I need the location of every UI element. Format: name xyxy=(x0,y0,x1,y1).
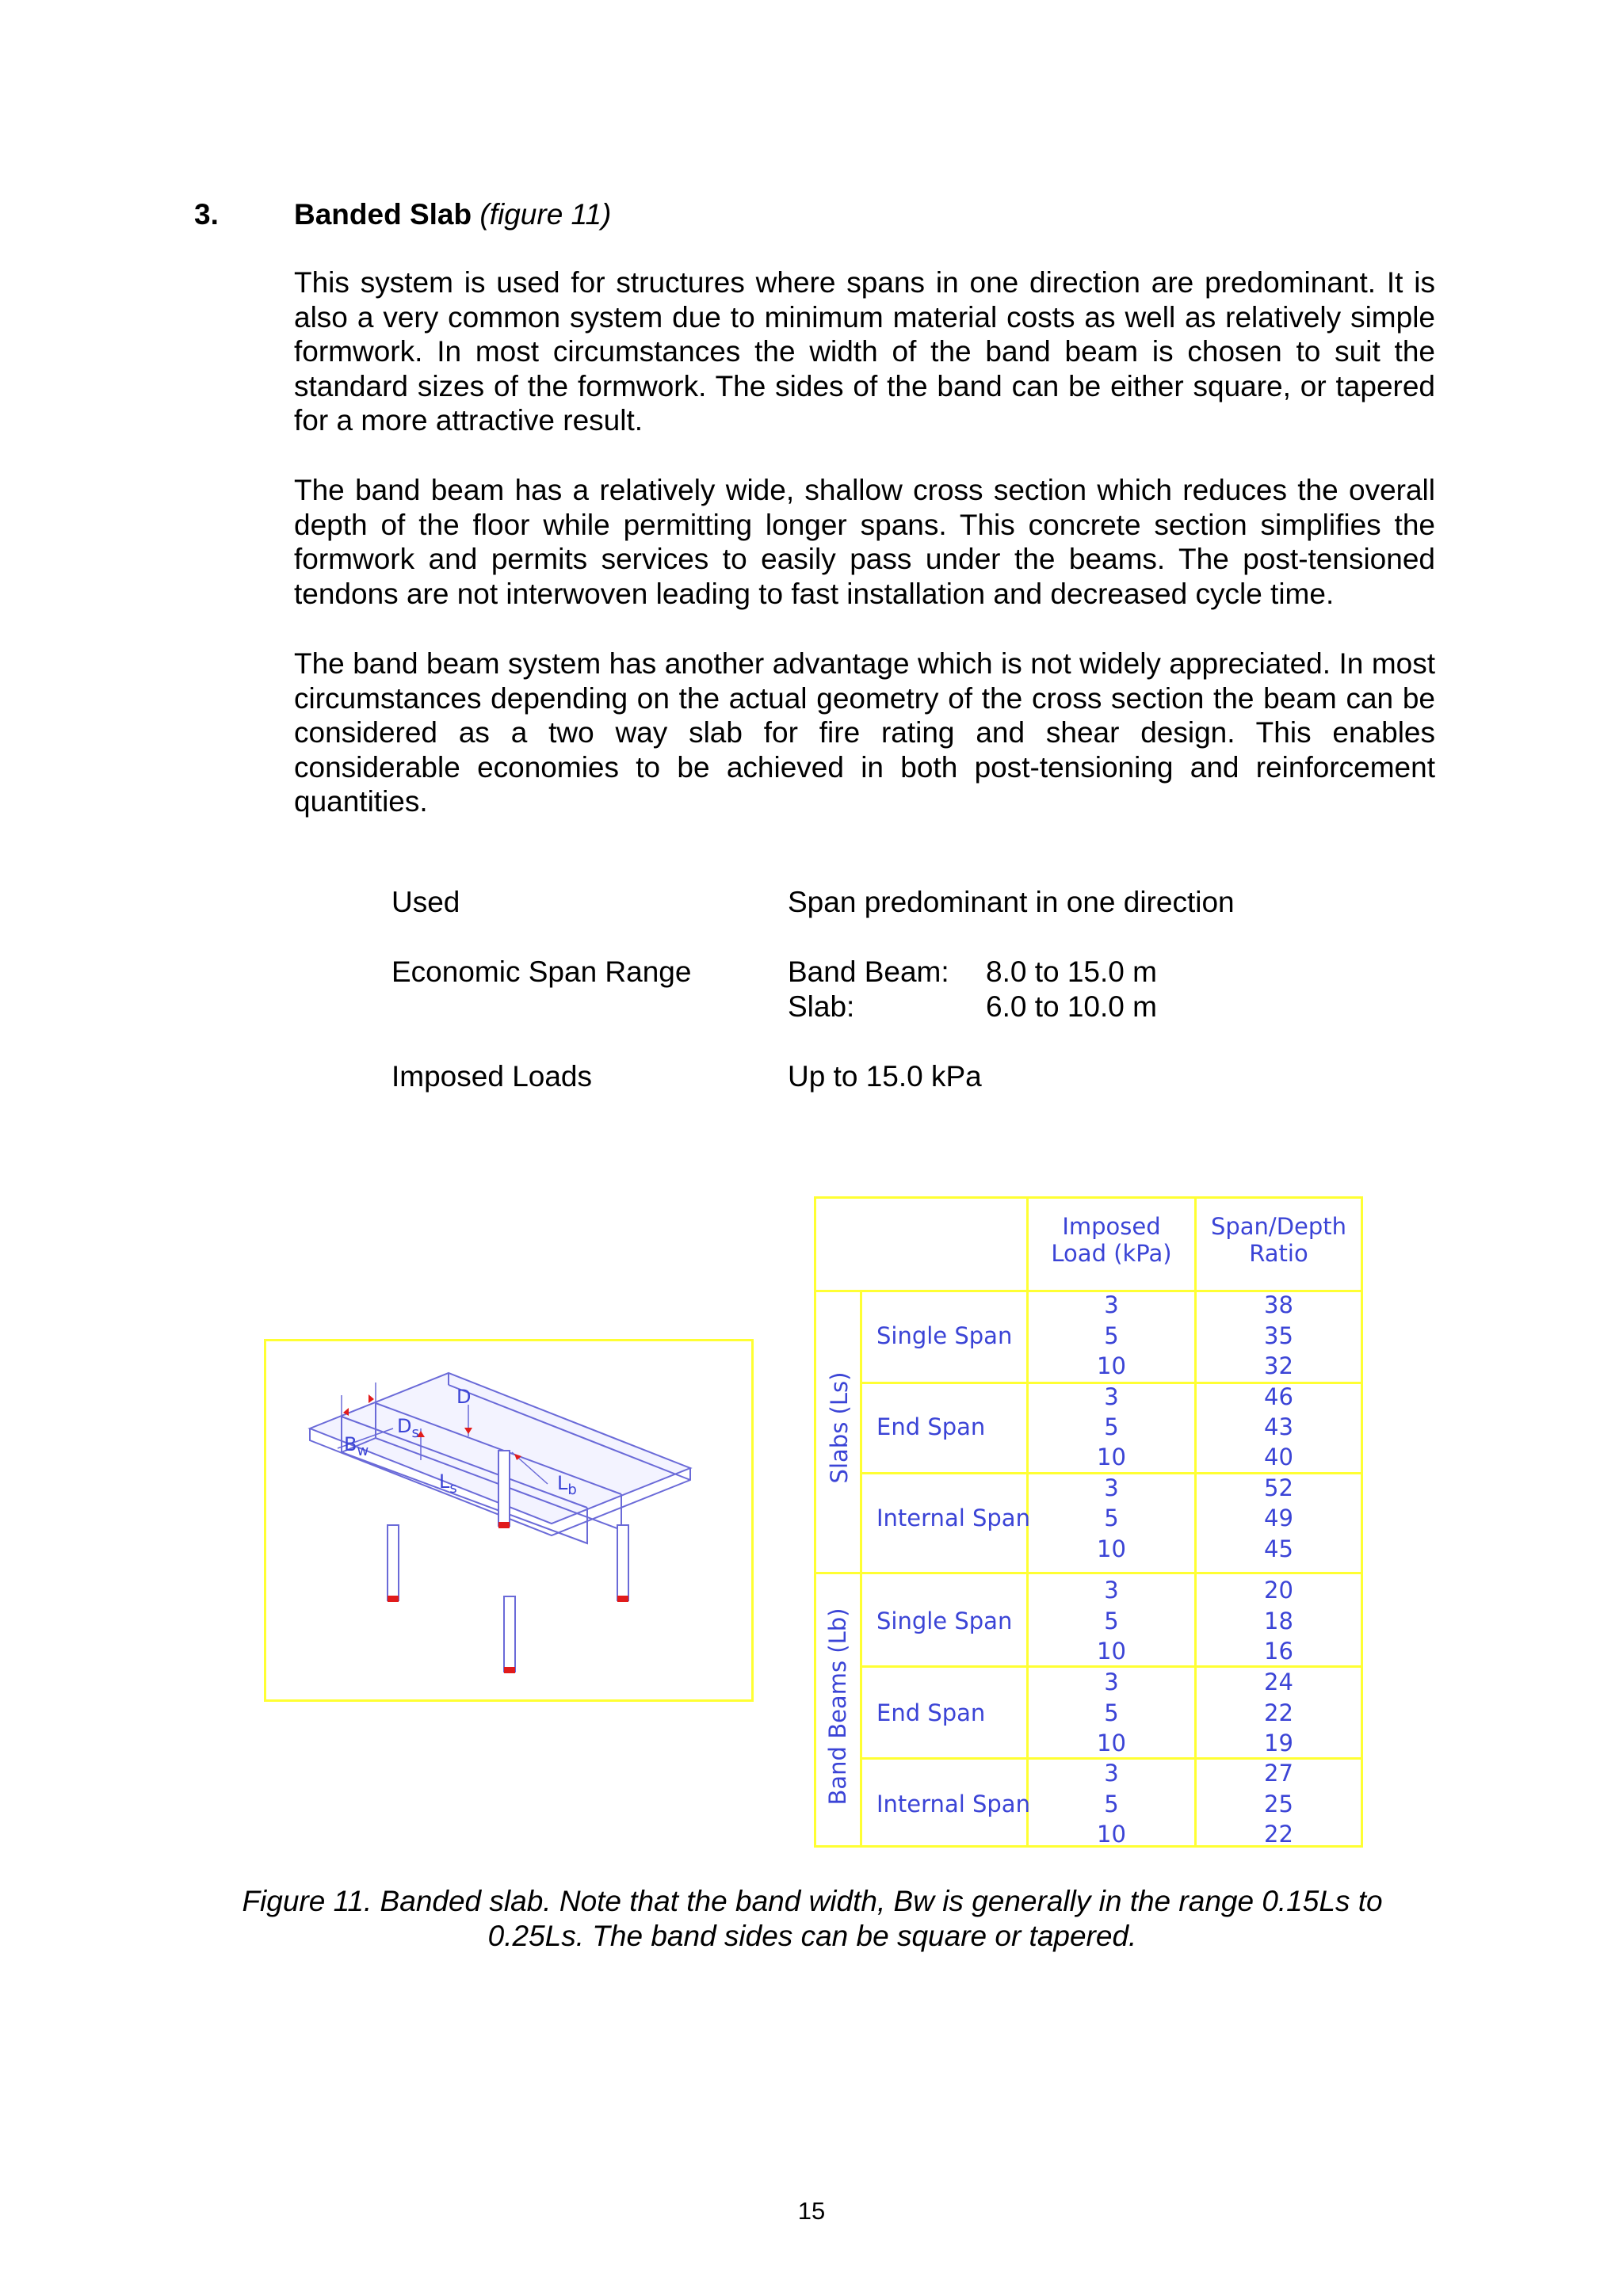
ratio-value: 46 xyxy=(1264,1383,1293,1410)
label-bw: $B_w$ xyxy=(344,1433,369,1459)
band-beam-label: Band Beam: xyxy=(788,955,949,988)
ratio-value: 45 xyxy=(1264,1535,1293,1562)
ratio-value: 20 xyxy=(1264,1577,1293,1604)
group-label-band-beams: Band Beams (Lb) xyxy=(824,1608,851,1806)
ratio-value: 35 xyxy=(1264,1322,1293,1349)
load-value: 5 xyxy=(1104,1322,1119,1349)
used-value: Span predominant in one direction xyxy=(788,886,1235,918)
row-label: Internal Span xyxy=(876,1791,1030,1817)
used-label: Used xyxy=(391,886,460,918)
label-d: D xyxy=(456,1386,472,1408)
figure-caption xyxy=(194,1884,1430,1953)
ratio-value: 43 xyxy=(1264,1413,1293,1440)
column-marker-3 xyxy=(504,1667,515,1673)
group-label-slabs: Slabs (Ls) xyxy=(826,1371,853,1484)
load-value: 3 xyxy=(1104,1291,1119,1318)
load-value: 5 xyxy=(1104,1791,1119,1817)
page-number: 15 xyxy=(797,2197,826,2225)
header-ratio-line2: Ratio xyxy=(1249,1240,1308,1267)
ratio-value: 38 xyxy=(1264,1291,1293,1318)
span-depth-table xyxy=(814,1196,1363,1848)
ratio-value: 27 xyxy=(1264,1760,1293,1787)
ratio-value: 49 xyxy=(1264,1505,1293,1531)
isometric-diagram xyxy=(266,1341,751,1699)
caption-line-1: Figure 11. Banded slab. Note that the band width, Bw is generally in the range 0.15Ls to xyxy=(242,1885,1383,1917)
column-2 xyxy=(498,1451,510,1526)
column-marker-2 xyxy=(498,1522,510,1528)
band-beam-value: 8.0 to 15.0 m xyxy=(986,955,1157,988)
column-4 xyxy=(617,1525,628,1600)
imposed-loads-label: Imposed Loads xyxy=(391,1060,593,1093)
row-label: End Span xyxy=(876,1699,986,1726)
column-marker-1 xyxy=(388,1596,399,1602)
ratio-value: 24 xyxy=(1264,1669,1293,1695)
ratio-value: 32 xyxy=(1264,1352,1293,1379)
load-value: 10 xyxy=(1097,1444,1126,1470)
load-value: 5 xyxy=(1104,1505,1119,1531)
paragraph-1: This system is used for structures where spans in one direction are predominant. It is also a very common system due to minimum material costs as well as relatively simple formwork. In most circumstances the width of the band beam is chosen to suit the standard sizes of the formwork. The sides of the band can be either square, or tapered for a more attractive result. xyxy=(294,266,1435,437)
section-number: 3. xyxy=(194,198,219,231)
load-value: 10 xyxy=(1097,1821,1126,1848)
imposed-loads-value: Up to 15.0 kPa xyxy=(788,1060,982,1093)
slab-value: 6.0 to 10.0 m xyxy=(986,990,1157,1023)
load-value: 3 xyxy=(1104,1760,1119,1787)
header-load-line2: Load (kPa) xyxy=(1051,1240,1172,1267)
header-load-line1: Imposed xyxy=(1062,1213,1161,1240)
paragraph-2: The band beam has a relatively wide, shallow cross section which reduces the overall depth of the floor while permitting longer spans. This concrete section simplifies the formwork and permits services to easily pass under the beams. The post-tensioned tendons are not interwoven leading to fast installation and decreased cycle time. xyxy=(294,474,1435,610)
column-marker-4 xyxy=(617,1596,628,1602)
ratio-value: 25 xyxy=(1264,1791,1293,1817)
load-value: 5 xyxy=(1104,1608,1119,1634)
row-label: Internal Span xyxy=(876,1505,1030,1531)
load-value: 10 xyxy=(1097,1535,1126,1562)
ratio-value: 19 xyxy=(1264,1730,1293,1756)
row-label: End Span xyxy=(876,1413,986,1440)
load-value: 5 xyxy=(1104,1413,1119,1440)
load-value: 10 xyxy=(1097,1638,1126,1665)
load-value: 3 xyxy=(1104,1383,1119,1410)
row-label: Single Span xyxy=(876,1608,1013,1634)
row-label: Single Span xyxy=(876,1322,1013,1349)
load-value: 10 xyxy=(1097,1730,1126,1756)
column-3 xyxy=(504,1596,515,1672)
load-value: 10 xyxy=(1097,1352,1126,1379)
load-value: 3 xyxy=(1104,1474,1119,1501)
label-ls: $L_s$ xyxy=(439,1470,457,1497)
column-1 xyxy=(388,1525,399,1600)
load-value: 5 xyxy=(1104,1699,1119,1726)
section-title xyxy=(294,198,611,231)
load-value: 3 xyxy=(1104,1669,1119,1695)
ratio-value: 16 xyxy=(1264,1638,1293,1665)
section-title-text: Banded Slab xyxy=(294,198,472,231)
banded-slab-diagram xyxy=(264,1339,754,1702)
slab-label: Slab: xyxy=(788,990,855,1023)
ratio-value: 22 xyxy=(1264,1821,1293,1848)
label-ds: $D_s$ xyxy=(397,1415,419,1441)
figure-reference: (figure 11) xyxy=(479,198,612,231)
ratio-value: 18 xyxy=(1264,1608,1293,1634)
load-value: 3 xyxy=(1104,1577,1119,1604)
ratio-value: 40 xyxy=(1264,1444,1293,1470)
header-ratio-line1: Span/Depth xyxy=(1210,1213,1347,1240)
span-range-label: Economic Span Range xyxy=(391,955,692,988)
ratio-value: 22 xyxy=(1264,1699,1293,1726)
label-lb: $L_b$ xyxy=(557,1472,577,1498)
caption-line-2: 0.25Ls. The band sides can be square or tapered. xyxy=(487,1919,1137,1952)
ratio-value: 52 xyxy=(1264,1474,1293,1501)
paragraph-3: The band beam system has another advantage which is not widely appreciated. In most circumstances depending on the actual geometry of the cross section the beam can be considered as a two way slab for fire rating and shear design. This enables considerable economies to be achieved in both post-tensioning and reinforcement quantities. xyxy=(294,647,1435,818)
